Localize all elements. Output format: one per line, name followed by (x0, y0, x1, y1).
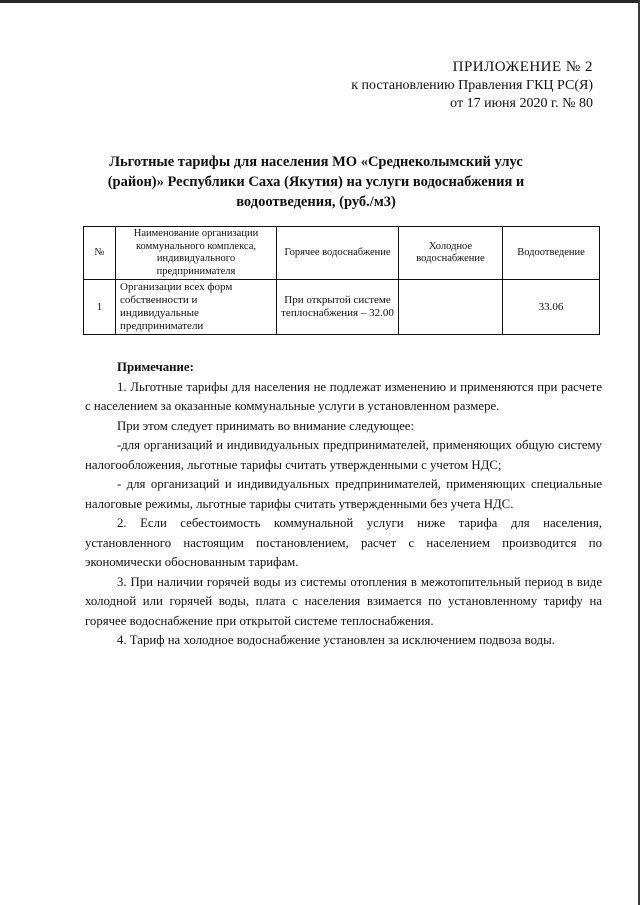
row-sewerage-tariff: 33.06 (503, 280, 600, 335)
tariff-table-header-row (84, 227, 600, 280)
appendix-header (351, 58, 593, 113)
note-paragraph-5: 2. Если себестоимость коммунальной услуги ниже тарифа для населения, установленного настоящим постановлением, расчет с населением производится по экономически обоснованным тарифам. (85, 516, 602, 569)
appendix-date-line: от 17 июня 2020 г. № 80 (450, 96, 593, 111)
document-title-line-2: (район)» Республики Саха (Якутия) на услуги водоснабжения и (107, 174, 525, 190)
document-title (100, 152, 532, 212)
scan-edge-top (0, 0, 640, 3)
header-hot-water: Горячее водоснабжение (277, 227, 399, 280)
note-paragraph-4: - для организаций и индивидуальных предпринимателей, применяющих специальные налоговые режимы, льготные тарифы считать утвержденными без учета НДС. (85, 477, 602, 511)
tariff-table (83, 226, 600, 335)
appendix-title: ПРИЛОЖЕНИЕ № 2 (452, 59, 593, 75)
row-hot-water-tariff: При открытой системе теплоснабжения – 32.00 (277, 280, 399, 335)
note-paragraph-7: 4. Тариф на холодное водоснабжение установлен за исключением подвоза воды. (117, 633, 555, 647)
table-row (84, 280, 600, 335)
row-organization: Организации всех форм собственности и индивидуальные предприниматели (116, 280, 277, 335)
note-paragraph-3: -для организаций и индивидуальных предпринимателей, применяющих общую систему налогообложения, льготные тарифы считать утвержденными с учетом НДС; (85, 438, 602, 472)
header-organization: Наименование организации коммунального комплекса, индивидуального предпринимателя (116, 227, 277, 280)
notes-section (85, 358, 602, 651)
header-number: № (84, 227, 116, 280)
document-title-line-3: водоотведения, (руб./м3) (236, 194, 396, 210)
header-sewerage: Водоотведение (503, 227, 600, 280)
row-cold-water-tariff (399, 280, 503, 335)
document-title-line-1: Льготные тарифы для населения МО «Среднеколымский улус (109, 154, 523, 170)
row-number: 1 (84, 280, 116, 335)
note-paragraph-6: 3. При наличии горячей воды из системы отопления в межотопительный период в виде холодной или горячей воды, плата с населения взимается по установленному тарифу на горячее водоснабжение при открытой системе теплоснабжения. (85, 574, 602, 628)
header-cold-water: Холодное водоснабжение (399, 227, 503, 280)
note-paragraph-2: При этом следует принимать во внимание следующее: (117, 418, 414, 433)
notes-heading: Примечание: (117, 360, 194, 374)
appendix-decree-line: к постановлению Правления ГКЦ РС(Я) (351, 78, 593, 93)
note-paragraph-1: 1. Льготные тарифы для населения не подлежат изменению и применяются при расчете с населением за оказанные коммунальные услуги в установленном размере. (85, 379, 602, 413)
